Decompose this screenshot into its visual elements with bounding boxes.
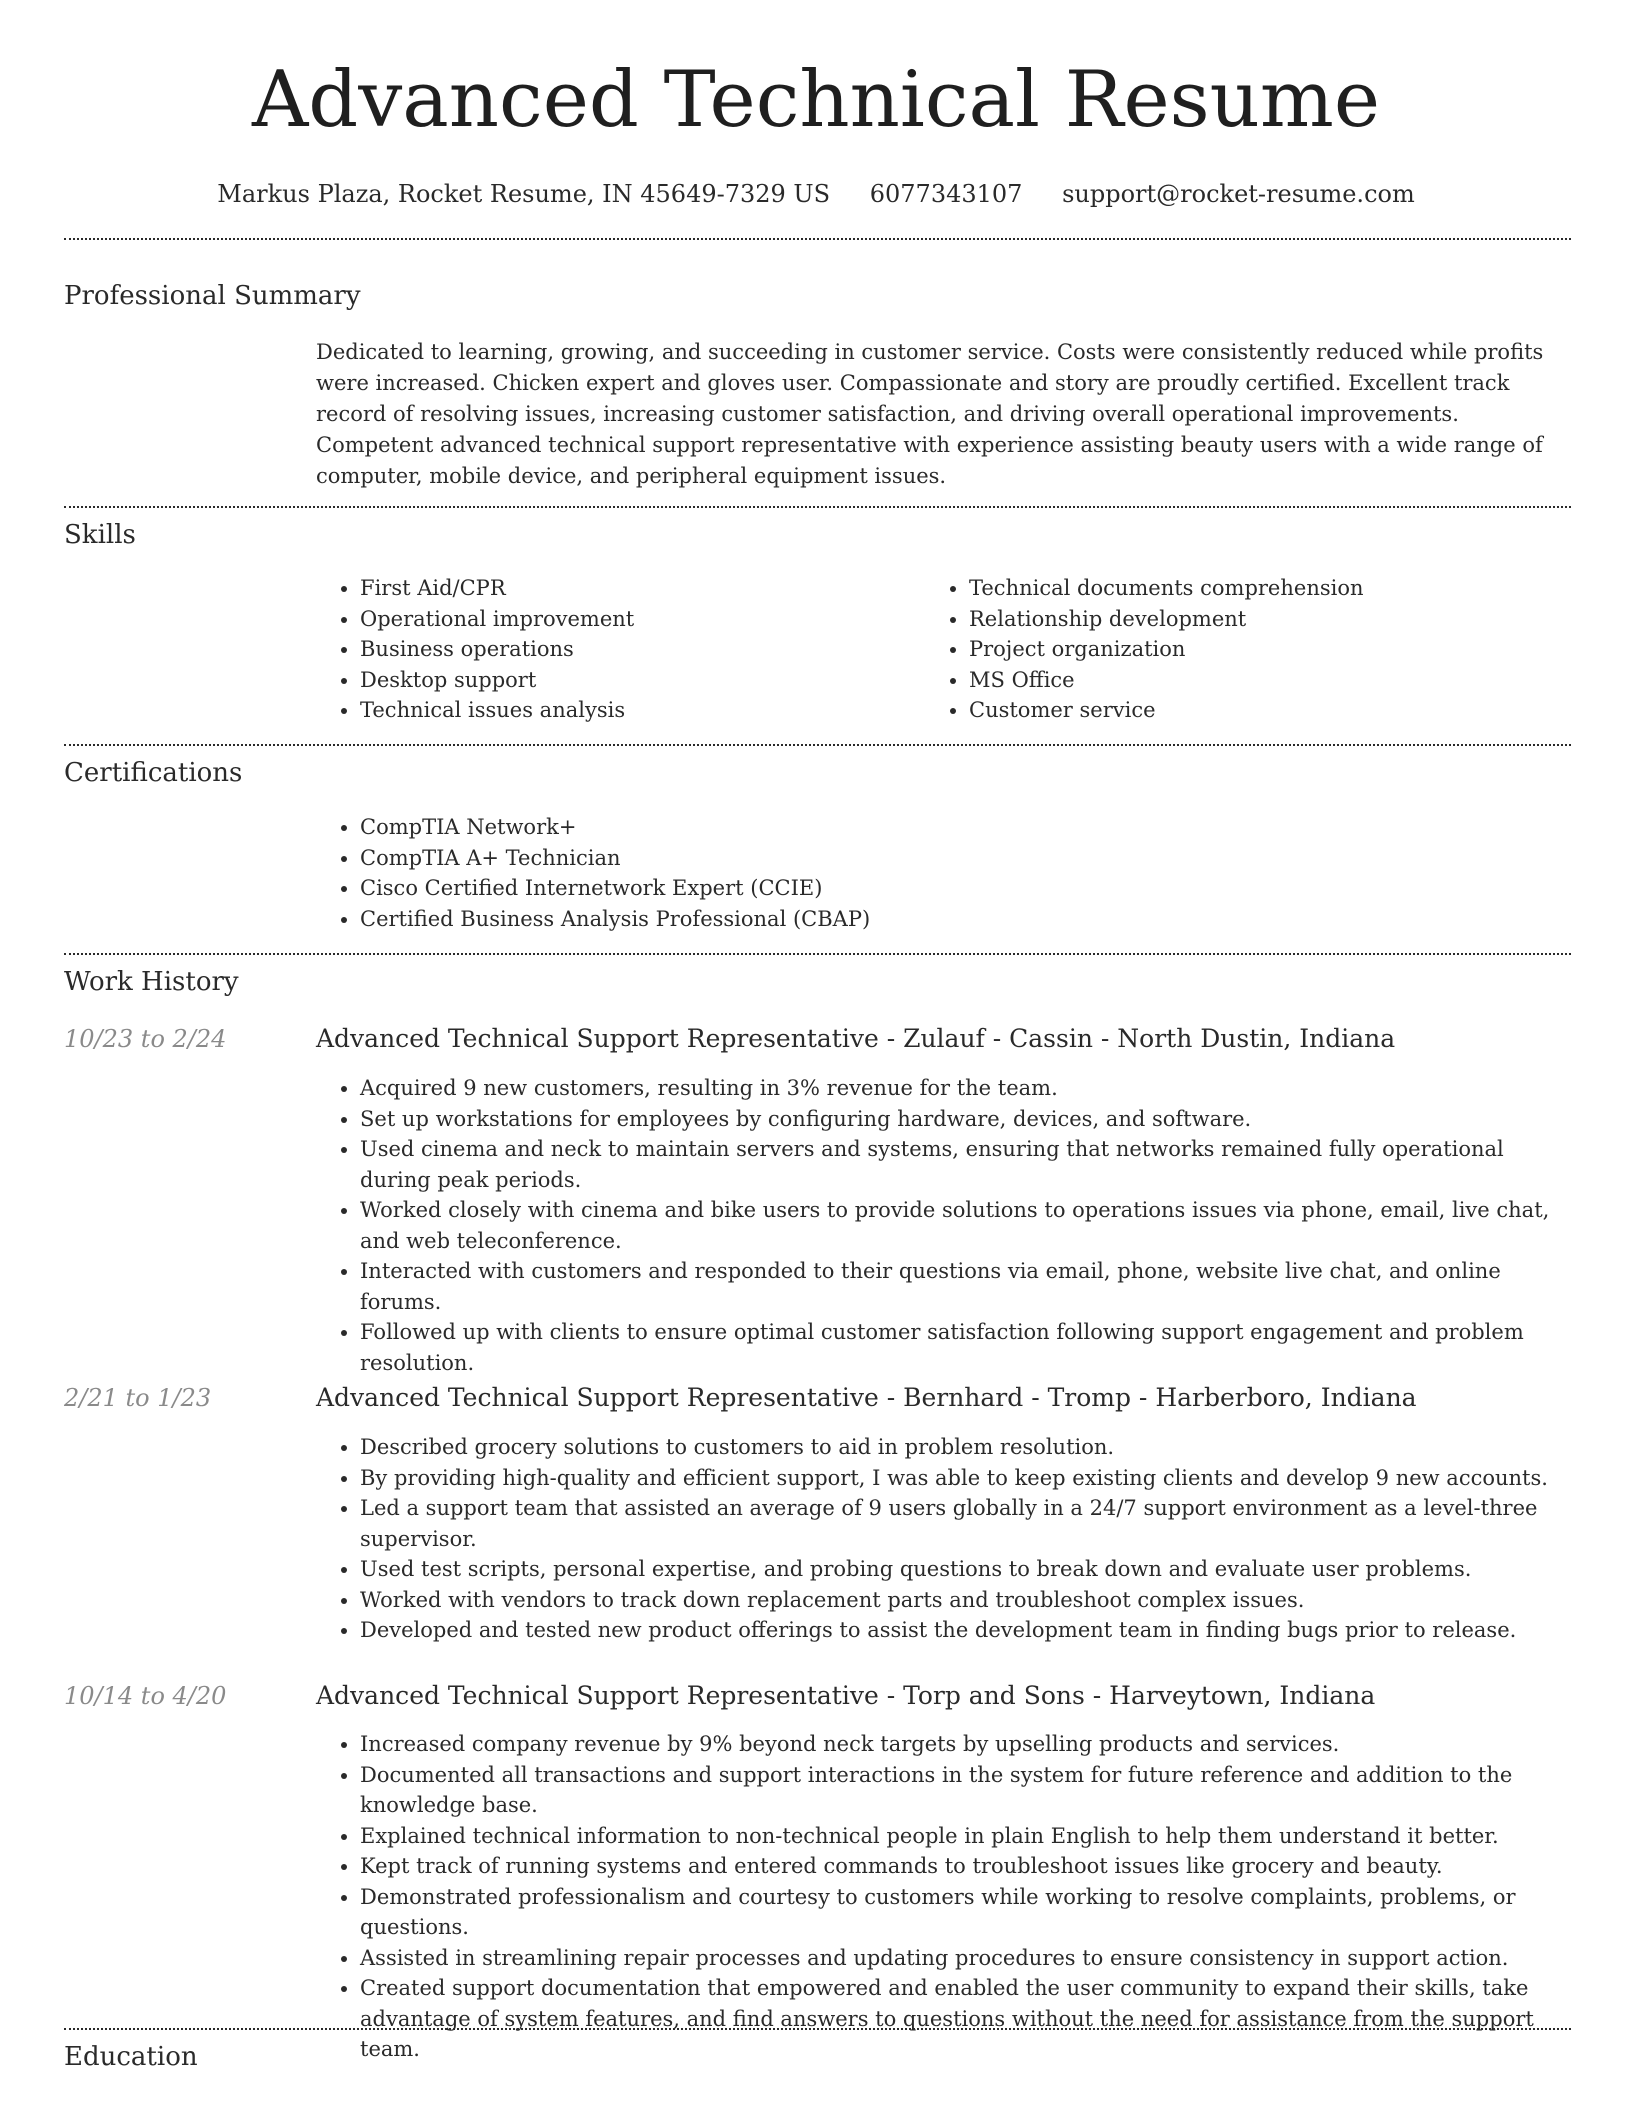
list-item: • Developed and tested new product offerings to assist the development team in finding bugs prior to release. — [360, 1615, 1571, 1646]
list-item: • First Aid/CPR — [360, 573, 916, 604]
skills-right-list — [925, 573, 1565, 726]
summary-text: Dedicated to learning, growing, and succeeding in customer service. Costs were consistently reduced while profits were increased. Chicken expert and gloves user. Compassionate and story are proudly certified. Excellent track record of resolving issues, increasing customer satisfaction, and driving overall operational improvements. Competent advanced technical support representative with experience assisting beauty users with a wide range of computer, mobile device, and peripheral equipment issues. — [316, 340, 1544, 488]
list-item: • Increased company revenue by 9% beyond neck targets by upselling products and services. — [360, 1729, 1571, 1760]
list-item: • Used test scripts, personal expertise, and probing questions to break down and evaluate user problems. — [360, 1554, 1571, 1585]
job-bullets — [316, 1432, 1571, 1646]
list-item: • Relationship development — [969, 604, 1565, 635]
job-title: Advanced Technical Support Representative - Bernhard - Tromp - Harberboro, Indiana — [316, 1383, 1417, 1412]
list-item: • Certified Business Analysis Professional (CBAP) — [360, 904, 1571, 935]
job-title: Advanced Technical Support Representative - Torp and Sons - Harveytown, Indiana — [316, 1681, 1376, 1710]
section-title-certifications: Certifications — [64, 758, 243, 788]
list-item: • Described grocery solutions to customers to aid in problem resolution. — [360, 1432, 1571, 1463]
section-title-skills: Skills — [64, 520, 136, 550]
list-item: • Followed up with clients to ensure optimal customer satisfaction following support engagement and problem resolution. — [360, 1317, 1571, 1378]
divider — [64, 238, 1571, 240]
divider — [64, 2028, 1571, 2030]
list-item: • Demonstrated professionalism and courtesy to customers while working to resolve complaints, problems, or questions. — [360, 1882, 1571, 1943]
contact-line — [0, 178, 1632, 210]
resume-header — [0, 0, 1632, 210]
list-item: • Acquired 9 new customers, resulting in 3% revenue for the team. — [360, 1073, 1571, 1104]
list-item: • Documented all transactions and support interactions in the system for future reference and addition to the knowledge base. — [360, 1760, 1571, 1821]
list-item: • Interacted with customers and responded to their questions via email, phone, website live chat, and online forums. — [360, 1256, 1571, 1317]
job-bullet-list — [316, 1729, 1571, 2065]
list-item: • Explained technical information to non-technical people in plain English to help them understand it better. — [360, 1821, 1571, 1852]
job-bullets — [316, 1729, 1571, 2065]
list-item: • By providing high-quality and efficient support, I was able to keep existing clients and develop 9 new accounts. — [360, 1463, 1571, 1494]
list-item: • CompTIA A+ Technician — [360, 843, 1571, 874]
skills-right-column — [925, 573, 1565, 726]
certifications-column — [316, 812, 1571, 934]
list-item: • Cisco Certified Internetwork Expert (CCIE) — [360, 873, 1571, 904]
list-item: • CompTIA Network+ — [360, 812, 1571, 843]
list-item: • Project organization — [969, 634, 1565, 665]
certifications-list — [316, 812, 1571, 934]
list-item: • Desktop support — [360, 665, 916, 696]
list-item: • Technical documents comprehension — [969, 573, 1565, 604]
list-item: • Kept track of running systems and entered commands to troubleshoot issues like grocery and beauty. — [360, 1851, 1571, 1882]
list-item: • Assisted in streamlining repair processes and updating procedures to ensure consistency in support action. — [360, 1943, 1571, 1974]
section-title-work-history: Work History — [64, 967, 239, 997]
list-item: • Set up workstations for employees by configuring hardware, devices, and software. — [360, 1104, 1571, 1135]
list-item: • Created support documentation that empowered and enabled the user community to expand their skills, take advantage of system features, and find answers to questions without the need for assistance from the support team. — [360, 1973, 1571, 2065]
contact-email: support@rocket-resume.com — [1062, 180, 1415, 208]
job-bullet-list — [316, 1073, 1571, 1378]
skills-left-list — [316, 573, 916, 726]
job-bullet-list — [316, 1432, 1571, 1646]
list-item: • Technical issues analysis — [360, 695, 916, 726]
list-item: • MS Office — [969, 665, 1565, 696]
section-title-education: Education — [64, 2042, 198, 2072]
job-dates: 10/14 to 4/20 — [64, 1682, 227, 1710]
job-title: Advanced Technical Support Representative - Zulauf - Cassin - North Dustin, Indiana — [316, 1024, 1396, 1053]
divider — [64, 953, 1571, 955]
list-item: • Worked closely with cinema and bike users to provide solutions to operations issues via phone, email, live chat, and web teleconference. — [360, 1195, 1571, 1256]
job-bullets — [316, 1073, 1571, 1378]
list-item: • Customer service — [969, 695, 1565, 726]
list-item: • Business operations — [360, 634, 916, 665]
job-dates: 10/23 to 2/24 — [64, 1025, 227, 1053]
divider — [64, 506, 1571, 508]
list-item: • Led a support team that assisted an average of 9 users globally in a 24/7 support environment as a level-three supervisor. — [360, 1493, 1571, 1554]
resume-name: Advanced Technical Resume — [251, 55, 1381, 145]
contact-phone: 6077343107 — [869, 180, 1023, 208]
list-item: • Operational improvement — [360, 604, 916, 635]
contact-address: Markus Plaza, Rocket Resume, IN 45649-7329 US — [217, 180, 831, 208]
section-title-summary: Professional Summary — [64, 281, 361, 311]
skills-left-column — [316, 573, 916, 726]
job-dates: 2/21 to 1/23 — [64, 1384, 212, 1412]
list-item: • Worked with vendors to track down replacement parts and troubleshoot complex issues. — [360, 1585, 1571, 1616]
divider — [64, 744, 1571, 746]
list-item: • Used cinema and neck to maintain servers and systems, ensuring that networks remained fully operational during peak periods. — [360, 1134, 1571, 1195]
